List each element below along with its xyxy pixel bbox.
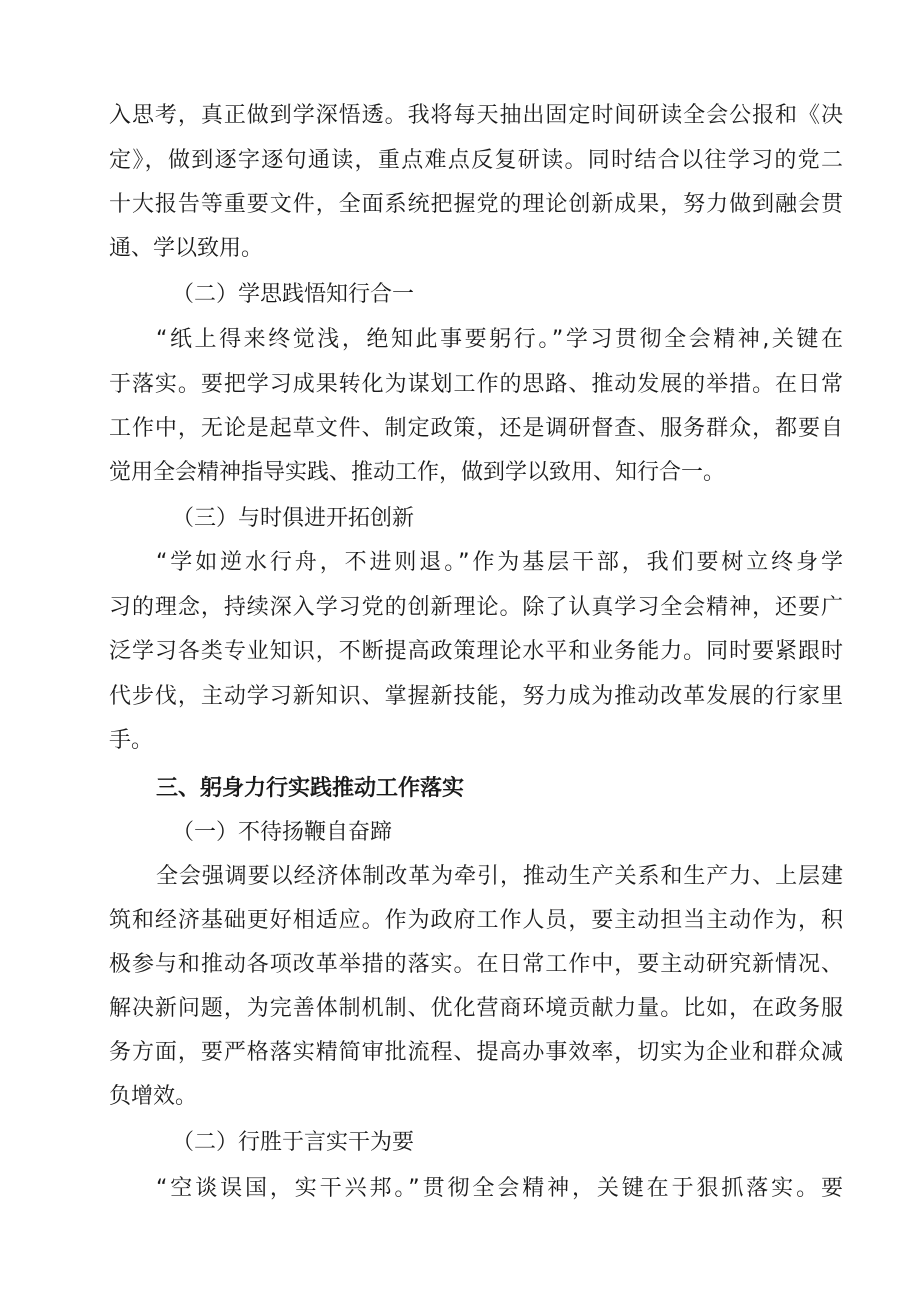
- paragraph-line: “空谈误国，实干兴邦。”贯彻全会精神，关键在于狠抓落实。要: [156, 1176, 843, 1201]
- subsection-heading: （三）与时俱进开拓创新: [172, 506, 415, 531]
- paragraph-line: 于落实。要把学习成果转化为谋划工作的思路、推动发展的举措。在日常: [109, 372, 843, 397]
- subsection-heading: （二）学思践悟知行合一: [172, 282, 415, 307]
- paragraph-line: 入思考，真正做到学深悟透。我将每天抽出固定时间研读全会公报和《决: [109, 103, 843, 128]
- subsection-heading: （二）行胜于言实干为要: [172, 1130, 415, 1155]
- paragraph-line: 泛学习各类专业知识，不断提高政策理论水平和业务能力。同时要紧跟时: [109, 639, 843, 664]
- paragraph-line: 通、学以致用。: [109, 236, 264, 261]
- paragraph-line: 负增效。: [109, 1084, 198, 1109]
- paragraph-line: 筑和经济基础更好相适应。作为政府工作人员，要主动担当主动作为，积: [109, 908, 843, 933]
- paragraph-line: 工作中，无论是起草文件、制定政策，还是调研督查、服务群众，都要自: [109, 416, 843, 441]
- section-heading: 三、躬身力行实践推动工作落实: [156, 776, 465, 801]
- paragraph-line: 代步伐，主动学习新知识、掌握新技能，努力成为推动改革发展的行家里: [109, 684, 843, 709]
- subsection-heading: （一）不待扬鞭自奋蹄: [172, 820, 393, 845]
- paragraph-line: 全会强调要以经济体制改革为牵引，推动生产关系和生产力、上层建: [156, 864, 843, 889]
- paragraph-line: “学如逆水行舟，不进则退。”作为基层干部，我们要树立终身学: [156, 550, 843, 575]
- paragraph-line: 十大报告等重要文件，全面系统把握党的理论创新成果，努力做到融会贯: [109, 192, 843, 217]
- paragraph-line: 务方面，要严格落实精简审批流程、提高办事效率，切实为企业和群众减: [109, 1040, 843, 1065]
- paragraph-line: 习的理念，持续深入学习党的创新理论。除了认真学习全会精神，还要广: [109, 595, 843, 620]
- paragraph-line: “纸上得来终觉浅，绝知此事要躬行。”学习贯彻全会精神,关键在: [156, 327, 843, 352]
- paragraph-line: 定》，做到逐字逐句通读，重点难点反复研读。同时结合以往学习的党二: [109, 148, 843, 173]
- paragraph-line: 解决新问题，为完善体制机制、优化营商环境贡献力量。比如，在政务服: [109, 996, 843, 1021]
- paragraph-line: 极参与和推动各项改革举措的落实。在日常工作中，要主动研究新情况、: [109, 952, 843, 977]
- paragraph-line: 手。: [109, 728, 154, 753]
- paragraph-line: 觉用全会精神指导实践、推动工作，做到学以致用、知行合一。: [109, 460, 726, 485]
